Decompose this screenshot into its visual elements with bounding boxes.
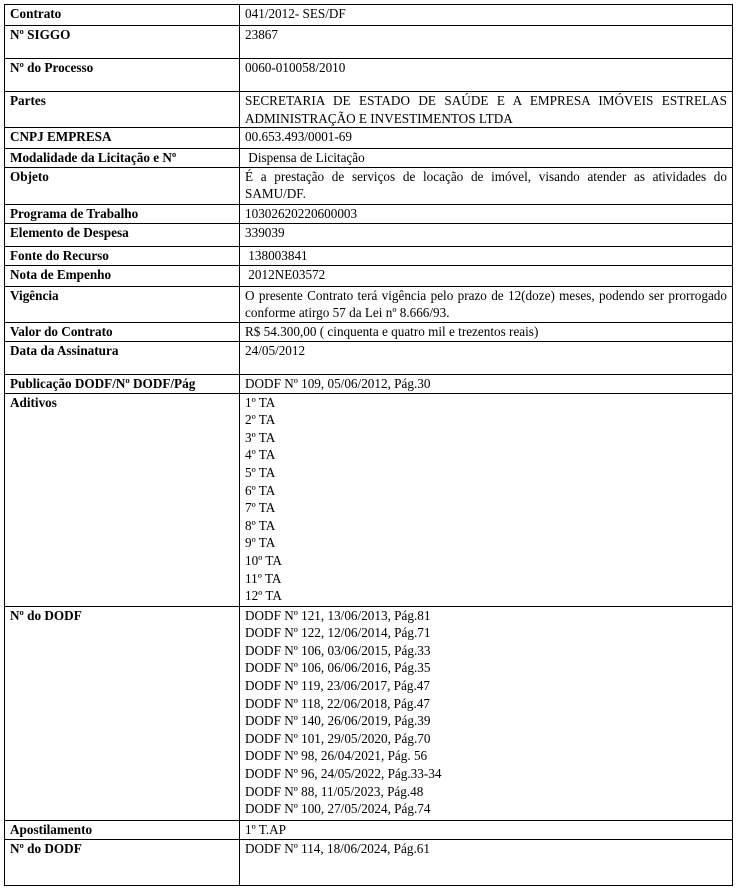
list-item: DODF Nº 106, 03/06/2015, Pág.33 [245, 642, 431, 658]
label-objeto: Objeto [5, 167, 240, 204]
list-item: DODF Nº 140, 26/06/2019, Pág.39 [245, 713, 431, 729]
row-aditivos [5, 393, 733, 606]
row-processo [5, 59, 733, 92]
value-cnpj: 00.653.493/0001-69 [240, 128, 733, 149]
row-fonte [5, 246, 733, 265]
value-vigencia: O presente Contrato terá vigência pelo prazo de 12(doze) meses, podendo ser prorrogado conforme atirgo 57 da Lei nº 8.666/93. [240, 286, 733, 322]
list-item: 7º TA [245, 500, 276, 516]
row-dodf-final [5, 839, 733, 885]
label-contrato: Contrato [5, 5, 240, 26]
value-valor: R$ 54.300,00 ( cinquenta e quatro mil e trezentos reais) [240, 322, 733, 341]
dodf-list [240, 606, 733, 820]
label-processo: Nº do Processo [5, 59, 240, 92]
list-item: 1º TA [245, 394, 276, 410]
value-apostilamento: 1º T.AP [240, 820, 733, 839]
row-elemento [5, 223, 733, 246]
row-empenho [5, 265, 733, 286]
label-programa: Programa de Trabalho [5, 204, 240, 223]
value-empenho: 2012NE03572 [240, 265, 733, 286]
label-partes: Partes [5, 92, 240, 128]
value-assinatura: 24/05/2012 [240, 341, 733, 374]
label-assinatura: Data da Assinatura [5, 341, 240, 374]
value-modalidade: Dispensa de Licitação [240, 149, 733, 168]
label-vigencia: Vigência [5, 286, 240, 322]
label-siggo: Nº SIGGO [5, 26, 240, 59]
contract-table [4, 4, 733, 886]
value-programa: 10302620220600003 [240, 204, 733, 223]
label-apostilamento: Apostilamento [5, 820, 240, 839]
row-siggo [5, 26, 733, 59]
label-elemento: Elemento de Despesa [5, 223, 240, 246]
value-publicacao: DODF Nº 109, 05/06/2012, Pág.30 [240, 374, 733, 393]
label-publicacao: Publicação DODF/Nº DODF/Pág [5, 374, 240, 393]
list-item: DODF Nº 100, 27/05/2024, Pág.74 [245, 801, 431, 817]
row-valor [5, 322, 733, 341]
list-item: 12º TA [245, 588, 282, 604]
list-item: 2º TA [245, 412, 276, 428]
list-item: 11º TA [245, 570, 282, 586]
list-item: 3º TA [245, 429, 276, 445]
label-valor: Valor do Contrato [5, 322, 240, 341]
row-dodf [5, 606, 733, 820]
value-elemento: 339039 [240, 223, 733, 246]
row-contrato [5, 5, 733, 26]
label-dodf-final: Nº do DODF [5, 839, 240, 885]
label-dodf: Nº do DODF [5, 606, 240, 820]
row-publicacao [5, 374, 733, 393]
list-item: DODF Nº 118, 22/06/2018, Pág.47 [245, 695, 430, 711]
list-item: 5º TA [245, 464, 276, 480]
row-programa [5, 204, 733, 223]
list-item: DODF Nº 122, 12/06/2014, Pág.71 [245, 625, 431, 641]
label-empenho: Nota de Empenho [5, 265, 240, 286]
list-item: DODF Nº 106, 06/06/2016, Pág.35 [245, 660, 431, 676]
row-objeto [5, 167, 733, 204]
list-item: 6º TA [245, 482, 276, 498]
label-aditivos: Aditivos [5, 393, 240, 606]
list-item: DODF Nº 119, 23/06/2017, Pág.47 [245, 677, 430, 693]
row-assinatura [5, 341, 733, 374]
row-apostilamento [5, 820, 733, 839]
label-fonte: Fonte do Recurso [5, 246, 240, 265]
list-item: DODF Nº 88, 11/05/2023, Pág.48 [245, 783, 424, 799]
value-fonte: 138003841 [240, 246, 733, 265]
row-vigencia [5, 286, 733, 322]
list-item: DODF Nº 98, 26/04/2021, Pág. 56 [245, 748, 428, 764]
value-contrato: 041/2012- SES/DF [240, 5, 733, 26]
list-item: DODF Nº 101, 29/05/2020, Pág.70 [245, 730, 431, 746]
list-item: DODF Nº 96, 24/05/2022, Pág.33-34 [245, 765, 442, 781]
value-partes: SECRETARIA DE ESTADO DE SAÚDE E A EMPRESA IMÓVEIS ESTRELAS ADMINISTRAÇÃO E INVESTIMENTOS LTDA [240, 92, 733, 128]
label-cnpj: CNPJ EMPRESA [5, 128, 240, 149]
list-item: 10º TA [245, 552, 282, 568]
list-item: DODF Nº 121, 13/06/2013, Pág.81 [245, 607, 431, 623]
row-cnpj [5, 128, 733, 149]
row-modalidade [5, 149, 733, 168]
value-objeto: É a prestação de serviços de locação de imóvel, visando atender as atividades do SAMU/DF. [240, 167, 733, 204]
value-siggo: 23867 [240, 26, 733, 59]
aditivos-list [240, 393, 733, 606]
value-processo: 0060-010058/2010 [240, 59, 733, 92]
value-dodf-final: DODF Nº 114, 18/06/2024, Pág.61 [240, 839, 733, 885]
label-modalidade: Modalidade da Licitação e Nº [5, 149, 240, 168]
row-partes [5, 92, 733, 128]
list-item: 9º TA [245, 535, 276, 551]
list-item: 4º TA [245, 447, 276, 463]
list-item: 8º TA [245, 517, 276, 533]
